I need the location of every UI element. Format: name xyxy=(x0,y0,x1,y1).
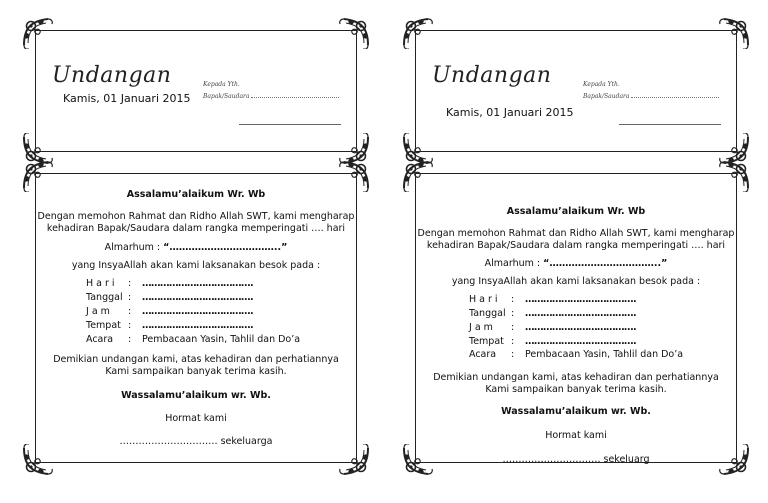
greeting: Assalamu’alaikum Wr. Wb xyxy=(506,206,646,217)
body-card-left xyxy=(30,168,362,468)
row-value: ………………………………. xyxy=(525,308,637,319)
row-label: Acara xyxy=(86,334,114,345)
closing-line-2: Kami sampaikan banyak terima kasih. xyxy=(105,366,287,377)
detail-row-hari xyxy=(86,278,253,289)
recipient-label: Kepada Yth. xyxy=(583,81,620,88)
row-separator: : xyxy=(511,349,515,360)
row-value: ………………………………. xyxy=(525,322,637,333)
invitation-title: Undangan xyxy=(432,63,552,88)
intro-line-1: Dengan memohon Rahmat dan Ridho Allah SWT, kami mengharap xyxy=(417,228,735,239)
corner-ornament-icon xyxy=(338,444,372,478)
closing-line-1: Demikian undangan kami, atas kehadiran dan perhatiannya xyxy=(433,372,719,383)
detail-row-jam xyxy=(86,306,253,317)
row-label: Tempat xyxy=(86,320,121,331)
row-value: ………………………………. xyxy=(525,294,637,305)
row-value: ………………………………. xyxy=(525,336,637,347)
detail-row-acara xyxy=(469,349,683,360)
intro-line-2: kehadiran Bapak/Saudara dalam rangka memperingati …. hari xyxy=(426,240,726,251)
row-separator: : xyxy=(128,306,132,317)
row-separator: : xyxy=(128,320,132,331)
row-label: H a r i xyxy=(86,278,115,289)
almarhum-line xyxy=(30,242,362,254)
almarhum-value: “……………………………..” xyxy=(163,242,288,253)
row-separator: : xyxy=(511,294,515,305)
almarhum-line xyxy=(410,258,742,270)
family-signature: …………………………. sekeluarg xyxy=(502,454,650,465)
corner-ornament-icon xyxy=(400,15,434,49)
corner-ornament-icon xyxy=(338,158,372,192)
intro-line-2: kehadiran Bapak/Saudara dalam rangka memperingati …. hari xyxy=(46,223,346,234)
family-signature: …………………………. sekeluarga xyxy=(119,436,273,447)
row-value: Pembacaan Yasin, Tahlil dan Do’a xyxy=(525,349,684,360)
closing-salam: Wassalamu’alaikum wr. Wb. xyxy=(501,406,651,417)
detail-row-tanggal xyxy=(469,308,636,319)
greeting: Assalamu’alaikum Wr. Wb xyxy=(126,189,266,200)
corner-ornament-icon xyxy=(718,15,752,49)
card-frame xyxy=(35,30,357,152)
row-label: J a m xyxy=(469,322,493,333)
almarhum-label: Almarhum : xyxy=(104,242,161,253)
closing-line-2: Kami sampaikan banyak terima kasih. xyxy=(485,384,667,395)
corner-ornament-icon xyxy=(718,158,752,192)
row-separator: : xyxy=(511,336,515,347)
schedule-intro: yang InsyaAllah akan kami laksanakan besok pada : xyxy=(71,260,321,271)
recipient-name-line xyxy=(583,93,719,100)
row-label: Acara xyxy=(469,349,497,360)
detail-row-jam xyxy=(469,322,636,333)
address-line xyxy=(619,124,721,125)
schedule-intro: yang InsyaAllah akan kami laksanakan besok pada : xyxy=(451,276,701,287)
row-value: ………………………………. xyxy=(142,278,254,289)
corner-ornament-icon xyxy=(20,158,54,192)
row-value: ………………………………. xyxy=(142,320,254,331)
detail-row-tanggal xyxy=(86,292,253,303)
detail-row-tempat xyxy=(86,320,253,331)
row-label: J a m xyxy=(86,306,110,317)
row-label: H a r i xyxy=(469,294,498,305)
intro-line-1: Dengan memohon Rahmat dan Ridho Allah SWT, kami mengharap xyxy=(37,211,355,222)
detail-row-acara xyxy=(86,334,300,345)
invitation-date: Kamis, 01 Januari 2015 xyxy=(446,106,574,119)
recipient-name-line xyxy=(203,93,339,100)
row-label: Tanggal xyxy=(469,308,506,319)
header-card-left xyxy=(30,25,362,157)
row-label: Tanggal xyxy=(86,292,123,303)
recipient-name-label: Bapak/Saudara xyxy=(583,93,630,100)
corner-ornament-icon xyxy=(400,158,434,192)
corner-ornament-icon xyxy=(20,444,54,478)
row-separator: : xyxy=(128,292,132,303)
row-label: Tempat xyxy=(469,336,504,347)
almarhum-label: Almarhum : xyxy=(484,258,541,269)
header-card-right xyxy=(410,25,742,157)
invitation-date: Kamis, 01 Januari 2015 xyxy=(63,92,191,105)
row-value: Pembacaan Yasin, Tahlil dan Do’a xyxy=(142,334,301,345)
hormat-kami: Hormat kami xyxy=(165,413,227,424)
almarhum-value: “……………………………..” xyxy=(543,258,668,269)
body-card-right xyxy=(410,168,742,468)
invitation-title: Undangan xyxy=(52,63,172,88)
detail-row-hari xyxy=(469,294,636,305)
card-frame xyxy=(415,30,737,152)
row-separator: : xyxy=(511,308,515,319)
recipient-name-label: Bapak/Saudara xyxy=(203,93,250,100)
corner-ornament-icon xyxy=(338,15,372,49)
corner-ornament-icon xyxy=(20,15,54,49)
row-separator: : xyxy=(128,278,132,289)
detail-row-tempat xyxy=(469,336,636,347)
row-value: ………………………………. xyxy=(142,306,254,317)
recipient-label: Kepada Yth. xyxy=(203,81,240,88)
row-separator: : xyxy=(128,334,132,345)
hormat-kami: Hormat kami xyxy=(545,430,607,441)
address-line xyxy=(239,124,341,125)
closing-line-1: Demikian undangan kami, atas kehadiran dan perhatiannya xyxy=(53,354,339,365)
row-value: ………………………………. xyxy=(142,292,254,303)
row-separator: : xyxy=(511,322,515,333)
closing-salam: Wassalamu’alaikum wr. Wb. xyxy=(121,390,271,401)
